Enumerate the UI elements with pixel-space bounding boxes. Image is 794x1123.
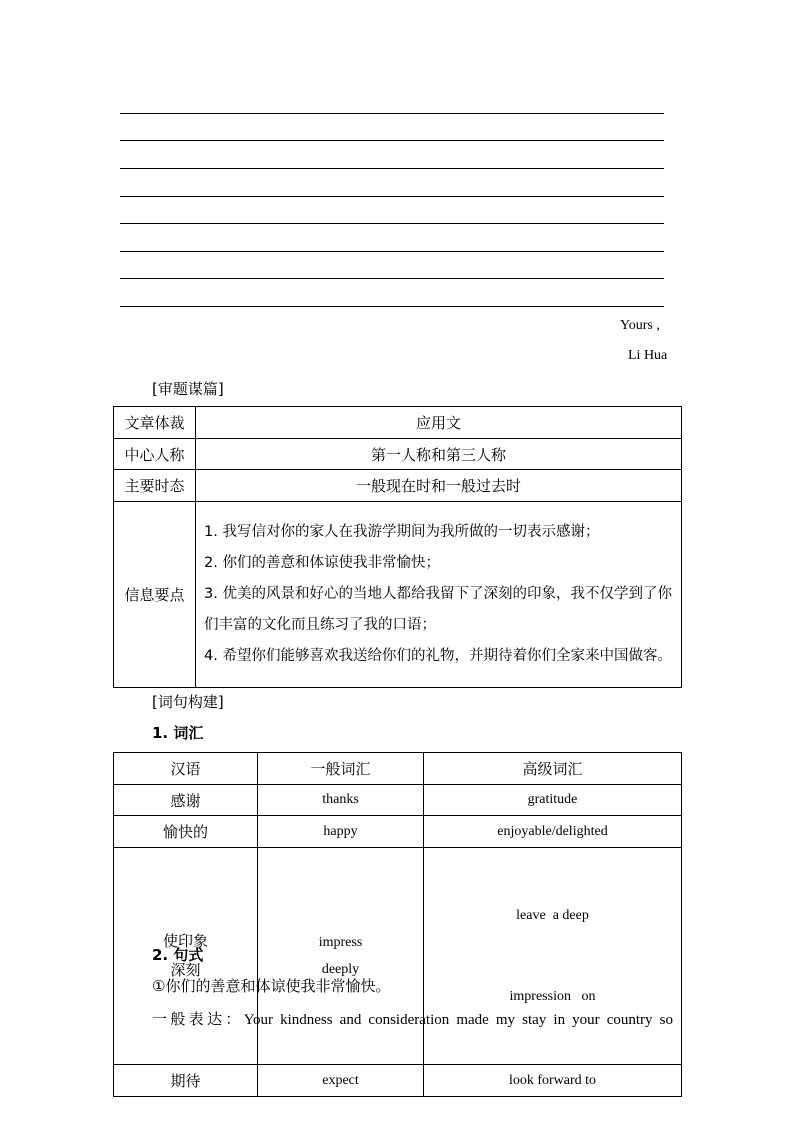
- vocab-advanced: [424, 848, 682, 1065]
- table-row: [114, 439, 682, 470]
- table-row: [114, 816, 682, 848]
- vocab-advanced: gratitude: [424, 785, 682, 816]
- vocab-cn-line: 使印象: [162, 932, 208, 950]
- vocab-basic: thanks: [258, 785, 424, 816]
- vocab-advanced-line: leave a deep: [516, 908, 589, 923]
- writing-line: [120, 306, 664, 307]
- vocab-advanced-line: impression on: [509, 989, 596, 1004]
- construction-heading: [词句构建]: [152, 693, 224, 711]
- writing-line: [120, 113, 664, 114]
- writing-line: [120, 223, 664, 224]
- table-row: [114, 407, 682, 439]
- tense-value: 一般现在时和一般过去时: [196, 470, 682, 502]
- general-label: 一般表达：: [152, 1010, 244, 1028]
- table-row: [114, 470, 682, 502]
- vocab-cn: 感谢: [114, 785, 258, 816]
- analysis-heading: [审题谋篇]: [152, 380, 224, 398]
- vocab-basic-line: impress: [318, 935, 363, 950]
- header-cn: 汉语: [114, 753, 258, 785]
- letter-closing: Yours ,: [620, 318, 660, 333]
- sentence-heading: 2. 句式: [152, 946, 204, 964]
- vocab-cn-line: 深刻: [170, 961, 201, 979]
- writing-line: [120, 251, 664, 252]
- point-item: 4. 希望你们能够喜欢我送给你们的礼物，并期待着你们全家来中国做客。: [204, 648, 672, 664]
- vocab-basic-line: deeply: [321, 962, 360, 977]
- tense-key: 主要时态: [114, 470, 196, 502]
- vocab-basic: expect: [258, 1065, 424, 1097]
- analysis-table: [113, 406, 682, 688]
- points-cell: [196, 502, 682, 688]
- writing-line: [120, 196, 664, 197]
- header-basic: 一般词汇: [258, 753, 424, 785]
- person-value: 第一人称和第三人称: [196, 439, 682, 470]
- table-row: [114, 785, 682, 816]
- vocab-cn: 愉快的: [114, 816, 258, 848]
- table-row: [114, 753, 682, 785]
- genre-key: 文章体裁: [114, 407, 196, 439]
- genre-value: 应用文: [196, 407, 682, 439]
- table-row: [114, 502, 682, 688]
- person-key: 中心人称: [114, 439, 196, 470]
- point-item: 2. 你们的善意和体谅使我非常愉快；: [204, 555, 440, 571]
- vocab-table: [113, 752, 682, 1097]
- letter-signature: Li Hua: [628, 348, 668, 363]
- general-expression: [152, 1008, 673, 1029]
- vocab-advanced: look forward to: [424, 1065, 682, 1097]
- vocab-heading: 1. 词汇: [152, 724, 204, 742]
- sentence-item: ①你们的善意和体谅使我非常愉快。: [152, 977, 391, 995]
- general-text: Your kindness and consideration made my stay in your country so: [243, 1012, 673, 1028]
- header-advanced: 高级词汇: [424, 753, 682, 785]
- vocab-cn: 期待: [114, 1065, 258, 1097]
- writing-line: [120, 140, 664, 141]
- writing-line: [120, 278, 664, 279]
- writing-line: [120, 168, 664, 169]
- vocab-basic: happy: [258, 816, 424, 848]
- point-item: 1. 我写信对你的家人在我游学期间为我所做的一切表示感谢；: [204, 524, 600, 540]
- table-row: [114, 1065, 682, 1097]
- vocab-basic: [258, 848, 424, 1065]
- points-key: 信息要点: [114, 502, 196, 688]
- point-item: 3. 优美的风景和好心的当地人都给我留下了深刻的印象，我不仅学到了你们丰富的文化而且练习了我的口语；: [204, 586, 672, 633]
- vocab-advanced: enjoyable/delighted: [424, 816, 682, 848]
